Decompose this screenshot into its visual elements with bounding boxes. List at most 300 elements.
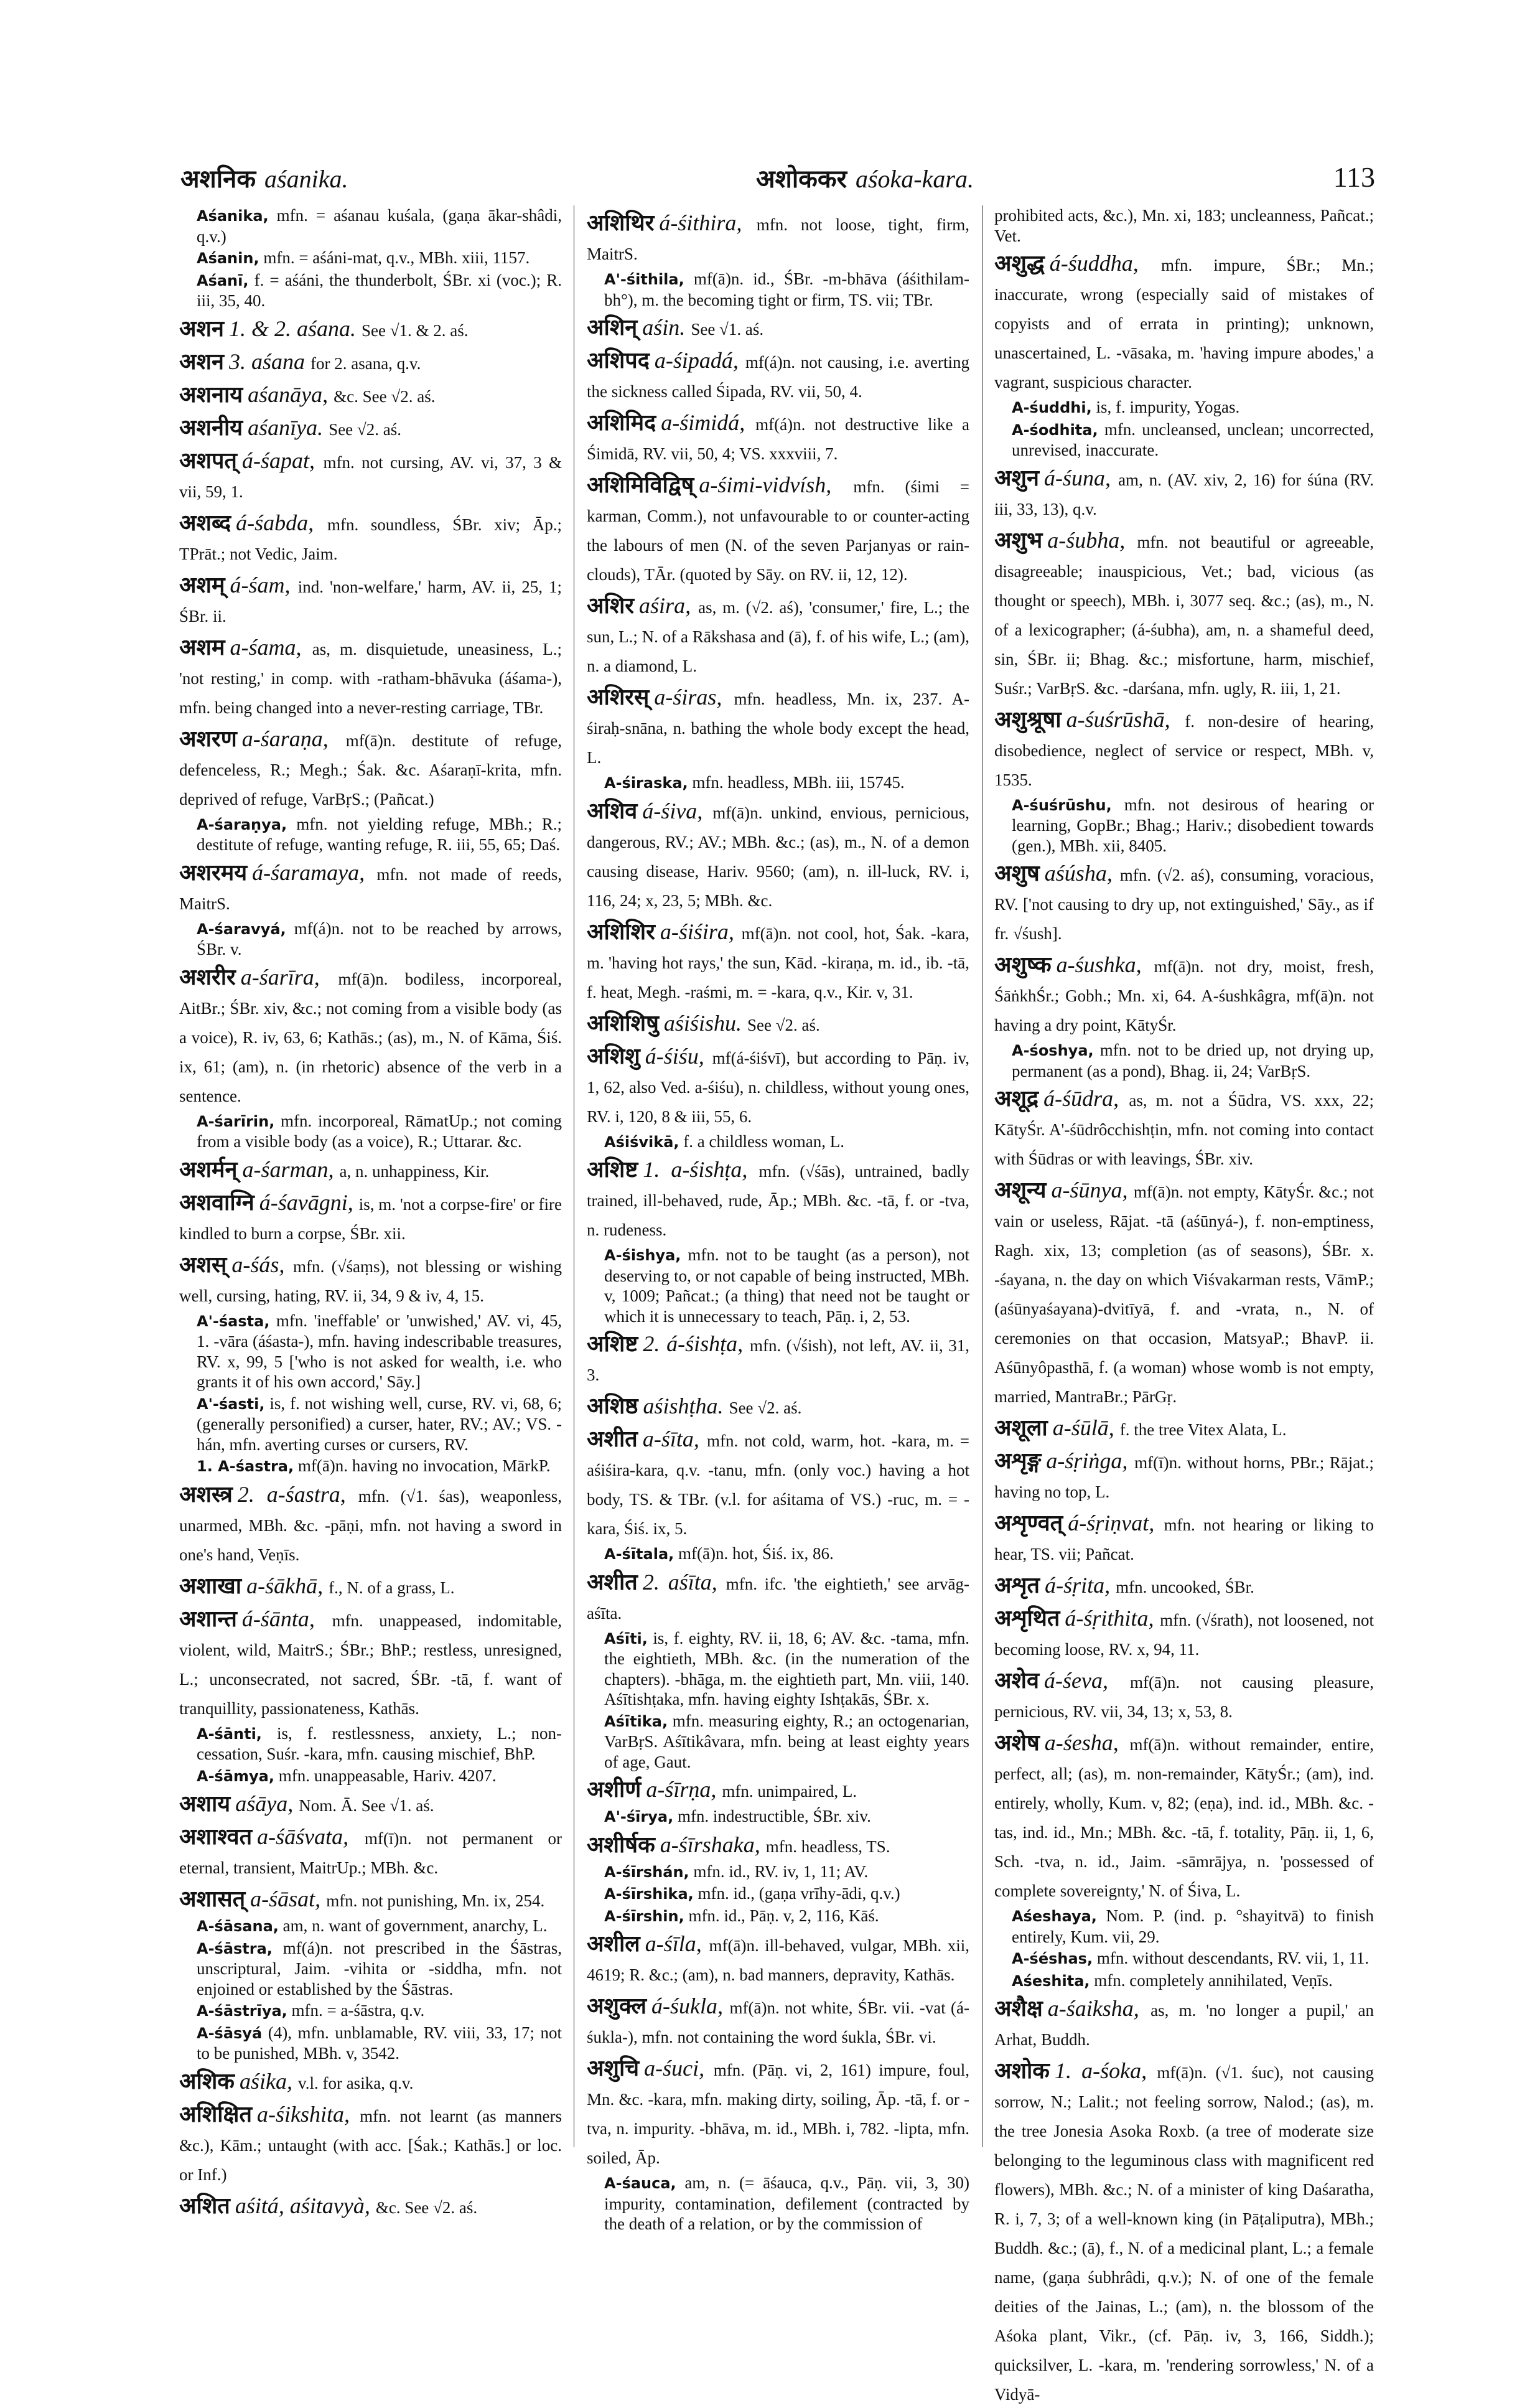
definition-text: prohibited acts, &c.), Mn. xi, 183; uncleanness, Pañcat.; Vet. [994,206,1374,245]
subentry-headword: Aśeshaya, [1012,1908,1097,1925]
headword-transliteration: á-śānta, [241,1606,315,1631]
definition-text: mfn. not to be taught (as a person), not deserving to, or not capable of being instructed, MBh. v, 1009; Pañcat.; (a thing) that need not be taught or which it is unnecessary to teach, Pāṇ. i, 2, 53. [604,1245,969,1326]
dictionary-entry [994,1906,1374,1947]
dictionary-entry [587,1831,969,1860]
subentry-headword: Aśanī, [197,271,249,289]
dictionary-entry [587,1245,969,1326]
dictionary-entry [587,1992,969,2051]
headword-transliteration: a-śaraṇa, [241,726,329,751]
dictionary-entry [587,409,969,467]
dictionary-entry [179,1251,562,1309]
headword-devanagari: अशवाग्नि [179,1189,254,1215]
headword-devanagari: अशस् [179,1252,227,1277]
column-3 [994,205,1374,2404]
headword-transliteration: a-śesha, [1044,1730,1119,1755]
definition-text: mfn. 'ineffable' or 'unwished,' AV. vi, 45, 1. -vāra (áśasta-), mfn. having indescribable treasures, RV. x, 99, 5 ['who is not asked for wealth, i.e. who grants it of his own accord,' Sāy.] [197,1311,562,1391]
dictionary-entry [179,1156,562,1185]
definition-text: is, f. impurity, Yogas. [1096,398,1240,416]
headword-transliteration: á-śūdra, [1043,1086,1119,1111]
headword-transliteration: a-śubha, [1047,527,1126,553]
headword-devanagari: अशिक्षित [179,2101,252,2127]
definition-text: See √2. aś. [329,419,401,439]
dictionary-entry [179,315,562,344]
dictionary-entry [994,1509,1374,1568]
definition-text: mf(ī)n. not permanent or eternal, transient, MaitrUp.; MBh. &c. [179,1829,562,1877]
dictionary-entry [587,1392,969,1422]
definition-text: mfn. uncooked, ŚBr. [1116,1578,1254,1596]
definition-text: mf(ā)n. not white, ŚBr. vii. -vat (á-śukla-), mfn. not containing the word śukla, ŚBr. vi. [587,1998,970,2046]
definition-text: mfn. impure, ŚBr.; Mn.; inaccurate, wrong (especially said of mistakes of copyists and of errata in printing); unknown, unascertained, L. -vāsaka, m. 'having impure abodes,' a vagrant, suspicious character. [994,256,1374,391]
dictionary-entry [994,1970,1374,1992]
headword-transliteration: a-śākhā, [246,1573,324,1598]
definition-text: mfn. (√1. śas), weaponless, unarmed, MBh. &c. -pāṇi, mfn. not having a sword in one's hand, Veṇīs. [179,1486,562,1564]
definition-text: mfn. not hearing or liking to hear, TS. vii; Pañcat. [994,1516,1374,1563]
definition-text: mfn. (√śrath), not loosened, not becoming loose, RV. x, 94, 11. [994,1611,1374,1659]
headword-transliteration: aśira, [639,593,691,618]
headword-transliteration: á-śukla, [651,1993,723,2018]
definition-text: as, m. disquietude, uneasiness, L.; 'not resting,' in comp. with -ratham-bhāvuka (áśama-), mfn. being changed into a never-resting carriage, TBr. [179,639,562,717]
subentry-headword: A-śāsyá [197,2024,263,2042]
headword-transliteration: aśúsha, [1044,861,1113,886]
dictionary-entry [587,1711,969,1773]
headword-transliteration: a-śikshita, [256,2101,350,2127]
dictionary-entry [179,2000,562,2022]
headword-transliteration: 3. aśana [228,349,305,374]
headword-transliteration: 1. & 2. aśana. [228,316,356,341]
dictionary-entry [587,1425,969,1542]
dictionary-entry [587,314,969,343]
headword-devanagari: अशिष्ठ [587,1394,638,1418]
definition-text: mfn. without descendants, RV. vii, 1, 11. [1096,1949,1370,1967]
dictionary-entry [587,1156,969,1244]
headword-devanagari: अशिशिषु [587,1010,659,1036]
definition-text: mf(ā)n. hot, Śiś. ix, 86. [678,1544,834,1563]
definition-text: mfn. (√śās), untrained, badly trained, ill-behaved, rude, Āp.; MBh. &c. -tā, f. or -tva, n. rudeness. [587,1162,970,1239]
dictionary-entry [994,2057,1374,2408]
headword-transliteration: a-śīta, [642,1427,699,1451]
definition-text: mfn. measuring eighty, R.; an octogenarian, VarBṛS. Aśītikâvara, mfn. being at least eighty years of age, Gaut. [604,1711,969,1771]
headword-transliteration: á-śavāgni, [259,1189,353,1215]
headword-devanagari: अशिव [587,798,638,823]
subentry-headword: A-śaraṇya, [197,815,287,833]
dictionary-entry [179,1456,562,1477]
headword-transliteration: a-śama, [230,634,302,660]
headword-devanagari: अशिशिर [587,919,655,944]
definition-text: mfn. incorporeal, RāmatUp.; not coming from a visible body (as a voice), R.; Uttarar. &c. [197,1111,562,1151]
definition-text: mf(ā)n. having no invocation, MārkP. [297,1456,551,1475]
definition-text: is, f. eighty, RV. ii, 18, 6; AV. &c. -tama, mfn. the eightieth, MBh. &c. (in the numeration of the chapters). -bhāga, m. the eightieth part, Mn. viii, 140. Aśītishṭaka, mfn. having eighty Ishṭakās, ŚBr. x. [604,1628,969,1708]
headword-devanagari: अशैक्ष [994,1996,1043,2021]
definition-text: mfn. not desirous of hearing or learning, GopBr.; Bhag.; Hariv.; disobedient towards (gen.), MBh. xii, 8405. [1012,795,1374,855]
subentry-headword: Aśanin, [197,250,259,267]
headword-transliteration: á-śṛita, [1045,1573,1111,1598]
subentry-headword: Aśiśvikā, [604,1133,679,1151]
headword-transliteration: aśitá, aśitavyà, [235,2193,370,2218]
definition-text: mf(ā)n. unkind, envious, pernicious, dangerous, RV.; AV.; MBh. &c.; (as), m., N. of a demon causing disease, Hariv. 9560; (am), n. ill-luck, RV. i, 116, 24; x, 23, 5; MBh. &c. [587,803,969,910]
definition-text: mfn. (śimi = karman, Comm.), not unfavourable to or counter-acting the labours of men (N. of the seven Parjanyas or rain-clouds), TĀr. (quoted by Sāy. on RV. ii, 12, 12). [587,477,969,584]
dictionary-entry [587,1568,969,1627]
definition-text: f. the tree Vitex Alata, L. [1119,1420,1287,1439]
headword-devanagari: अशुन [994,465,1039,490]
definition-text: mf(ā)n. not dry, moist, fresh, ŚāṅkhŚr.; Gobh.; Mn. xi, 64. A-śushkâgra, mf(ā)n. not having a dry point, KātyŚr. [994,957,1374,1034]
headword-devanagari: अशीत [587,1427,638,1451]
definition-text: mf(ā)n. not causing pleasure, pernicious, RV. vii, 34, 13; x, 53, 8. [994,1673,1374,1721]
definition-text: mf(ā)n. id., ŚBr. -m-bhāva (áśithilam-bh°), m. the becoming tight or firm, TS. vii; TBr. [604,269,970,309]
definition-text: mf(á)n. not destructive like a Śimidā, RV. vii, 50, 4; VS. xxxviii, 7. [587,415,970,463]
definition-text: mf(ā)n. not cool, hot, Śak. -kara, m. 'having hot rays,' the sun, Kād. -kiraṇa, m. id., ib. -tā, f. heat, Megh. -raśmi, m. = -kara, q.v., Kir. v, 31. [587,924,970,1001]
definition-text: mf(ā)n. (√1. śuc), not causing sorrow, N.; Lalit.; not feeling sorrow, Nalod.; (as), m. the tree Jonesia Asoka Roxb. (a tree of moderate size belonging to the leguminous class with magnificent red flowers), MBh. &c.; N. of a minister of king Daśaratha, R. i, 7, 3; of a well-known king (in Pāṭaliputra), MBh.; Buddh. &c.; (ā), f., N. of a medicinal plant, L.; a female name, (gaṇa śubhrâdi, q.v.); N. of one of the female deities of the Jainas, L.; (am), n. the blossom of the Aśoka plant, Vikr., (cf. Pāṇ. iv, 3, 166, Siddh.); quicksilver, L. -kara, m. 'rendering sorrowless,' N. of a Vidyā- [994,2063,1374,2404]
headword-transliteration: á-śam, [230,572,291,597]
subentry-headword: A-śoshya, [1012,1042,1094,1059]
dictionary-entry [994,250,1374,396]
headword-transliteration: 2. a-śastra, [237,1481,346,1507]
headword-devanagari: अशम [179,634,225,660]
definition-text: &c. See √2. aś. [334,386,436,406]
definition-text: mfn. indestructible, ŚBr. xiv. [677,1807,871,1825]
dictionary-entry [587,592,969,680]
headword-devanagari: अशिन् [587,315,638,340]
running-head-right-roman: aśoka-kara. [855,165,974,193]
headword-transliteration: aśāya, [235,1791,294,1816]
dictionary-entry [587,209,969,268]
headword-devanagari: अशिष्ट [587,1331,638,1356]
headword-devanagari: अशर्मन् [179,1156,238,1182]
headword-transliteration: a-śushka, [1056,952,1142,977]
dictionary-entry [179,2192,562,2221]
definition-text: mfn. not to be dried up, not drying up, permanent (as a pond), Bhag. ii, 24; VarBṛS. [1012,1041,1374,1080]
running-head-right [756,161,974,195]
definition-text: is, f. not wishing well, curse, RV. vi, 68, 6; (generally personified) a curser, hater, RV.; AV.; VS. -hán, mfn. averting curses or cursers, RV. [197,1394,562,1454]
subentry-headword: A-śiraska, [604,774,688,792]
dictionary-entry [179,1481,562,1568]
dictionary-entry [179,348,562,377]
subentry-headword: A-śuddhi, [1012,399,1092,416]
subentry-headword: A-śīrshika, [604,1885,694,1903]
dictionary-entry [994,1572,1374,1601]
dictionary-entry [179,2101,562,2188]
headword-transliteration: a-śás, [231,1252,285,1277]
definition-text: mfn. unimpaired, L. [722,1782,857,1801]
dictionary-entry [994,1995,1374,2053]
headword-transliteration: a-śīrshaka, [660,1832,760,1857]
dictionary-entry [179,814,562,855]
dictionary-entry [587,1776,969,1805]
headword-transliteration: á-śṛithita, [1065,1606,1154,1631]
headword-devanagari: अशीर्षक [587,1832,655,1857]
column-1 [179,205,562,2218]
headword-devanagari: अशरीर [179,964,236,990]
headword-transliteration: á-śaramaya, [252,860,365,885]
definition-text: mfn. not learnt (as manners &c.), Kām.; untaught (with acc. [Śak.; Kathās.] or loc. or Inf.) [179,2106,562,2184]
headword-devanagari: अशुभ [994,527,1043,553]
dictionary-entry [587,2173,969,2234]
headword-devanagari: अशिपद [587,348,650,373]
definition-text: f., N. of a grass, L. [329,1578,455,1597]
headword-devanagari: अशनाय [179,382,243,407]
definition-text: mfn. not made of reeds, MaitrS. [179,864,562,913]
subentry-headword: A-śéshas, [1012,1950,1093,1967]
definition-text: mfn. (√2. aś), consuming, voracious, RV. ['not causing to dry up, not extinguished,' Sāy., as if fr. √śush]. [994,866,1374,943]
headword-transliteration: a-śūnya, [1051,1178,1128,1202]
subentry-headword: A-śānti, [197,1725,262,1743]
headword-transliteration: a-śuśrūshā, [1066,706,1170,732]
headword-devanagari: अशिमिविद्विष् [587,472,694,497]
dictionary-entry [179,509,562,568]
headword-transliteration: a-śaiksha, [1047,1996,1139,2021]
definition-text: f. = aśáni, the thunderbolt, ŚBr. xi (voc.); R. iii, 35, 40. [197,270,562,310]
headword-devanagari: अशोक [994,2058,1050,2083]
definition-text: is, m. 'not a corpse-fire' or fire kindled to burn a corpse, ŚBr. xii. [179,1194,562,1243]
headword-transliteration: a-śarīra, [240,964,320,990]
subentry-headword: A-śarīrin, [197,1112,275,1130]
headword-devanagari: अशरमय [179,860,248,885]
dictionary-entry [587,2054,969,2171]
headword-transliteration: a-śāsat, [250,1886,321,1911]
dictionary-entry [994,397,1374,418]
subentry-headword: 1. A-śastra, [197,1458,294,1475]
dictionary-entry [994,1948,1374,1969]
headword-transliteration: á-śṛiṇvat, [1068,1511,1155,1535]
dictionary-entry [179,1572,562,1601]
definition-text: mfn. id., Pāṇ. v, 2, 116, Kāś. [688,1906,879,1925]
dictionary-entry [587,683,969,771]
subentry-headword: A'-śasti, [197,1395,265,1413]
headword-devanagari: अशिष्ट [587,1157,638,1182]
subentry-headword: A-śodhita, [1012,421,1098,439]
dictionary-entry [994,464,1374,523]
headword-devanagari: अशिमिद [587,410,656,435]
headword-transliteration: á-śuna, [1043,465,1111,490]
definition-text: v.l. for asika, q.v. [297,2073,414,2092]
dictionary-entry [179,1723,562,1764]
dictionary-entry [179,1790,562,1819]
dictionary-entry [179,1111,562,1152]
headword-devanagari: अशब्द [179,510,231,535]
dictionary-entry [587,269,969,310]
dictionary-entry [179,1823,562,1881]
definition-text: See √2. aś. [729,1398,802,1417]
dictionary-entry [179,1189,562,1247]
dictionary-entry [179,1938,562,2000]
definition-text: as, m. (√2. aś), 'consumer,' fire, L.; the sun, L.; N. of a Rākshasa and (ā), f. of his wife, L.; (am), n. a diamond, L. [587,598,969,675]
definition-text: am, n. want of government, anarchy, L. [282,1916,548,1935]
dictionary-entry [587,1010,969,1039]
subentry-headword: Aśeshita, [1012,1972,1090,1990]
definition-text: mfn. not cold, warm, hot. -kara, m. = aśiśira-kara, q.v. -tanu, mfn. (only voc.) having a hot body, TS. & TBr. (v.l. for aśitama of VS.) -ruc, m. = -kara, Śiś. ix, 5. [587,1431,970,1538]
headword-transliteration: a-śīrṇa, [646,1777,717,1802]
subentry-headword: Aśanika, [197,207,269,225]
headword-devanagari: अशिशु [587,1043,640,1069]
definition-text: mfn. = aśanau kuśala, (gaṇa ākar-shâdi, q.v.) [197,206,562,246]
dictionary-entry [179,2068,562,2097]
definition-text: &c. See √2. aś. [375,2198,478,2217]
definition-text: (4), mfn. unblamable, RV. viii, 33, 17; not to be punished, MBh. v, 3542. [197,2023,562,2063]
headword-devanagari: अशुद्ध [994,251,1045,276]
dictionary-entry [994,860,1374,947]
definition-text: See √1. & 2. aś. [361,321,469,340]
subentry-headword: A'-śīrya, [604,1808,674,1825]
dictionary-entry [994,1085,1374,1173]
page-number: 113 [1333,161,1375,193]
headword-devanagari: अशाय [179,1791,231,1816]
dictionary-entry [587,797,969,914]
definition-text: mfn. not punishing, Mn. ix, 254. [326,1891,545,1910]
dictionary-entry [587,471,969,588]
headword-transliteration: a-śuci, [644,2056,705,2081]
dictionary-entry [179,571,562,630]
headword-transliteration: 1. a-śoka, [1054,2058,1147,2083]
subentry-headword: A-śāmya, [197,1767,274,1785]
definition-text: am, n. (= āśauca, q.v., Pāṇ. vii, 3, 30) impurity, contamination, defilement (contracted by the death of a relation, or by the commission of [604,2173,970,2233]
headword-devanagari: अशन [179,316,224,341]
headword-devanagari: अशुष [994,861,1040,886]
definition-text: as, m. not a Śūdra, VS. xxx, 22; KātyŚr. A'-śūdrôcchishṭin, mfn. not coming into contact with Śūdras or with leavings, ŚBr. xiv. [994,1091,1374,1168]
dictionary-entry [587,1330,969,1389]
subentry-headword: A-śāstrīya, [197,2002,287,2020]
dictionary-entry [994,795,1374,856]
headword-devanagari: अशूला [994,1415,1048,1440]
definition-text: mfn. uncleansed, unclean; uncorrected, unrevised, inaccurate. [1012,419,1374,459]
dictionary-entry [179,2023,562,2064]
definition-text: is, f. restlessness, anxiety, L.; non-cessation, Suśr. -kara, mfn. causing mischief, BhP. [197,1723,562,1763]
dictionary-entry [587,1131,969,1153]
headword-devanagari: अशरण [179,726,237,751]
headword-transliteration: á-śiśu, [645,1043,704,1069]
headword-devanagari: अशाश्वत [179,1824,253,1849]
headword-transliteration: á-śeva, [1044,1668,1108,1693]
headword-devanagari: अशपत् [179,447,237,473]
dictionary-entry [179,270,562,311]
dictionary-entry [587,1628,969,1710]
subentry-headword: A-śishya, [604,1247,681,1264]
definition-text: mfn. (Pāṇ. vi, 2, 161) impure, foul, Mn. &c. -kara, mfn. making dirty, soiling, Āp. -tā, f. or -tva, n. impurity. -bhāva, m. id., MBh. i, 782. -lipta, mfn. soiled, Āp. [587,2061,970,2167]
subentry-headword: A-śaravyá, [197,920,286,938]
subentry-headword: Aśītika, [604,1712,668,1730]
definition-text: mf(ā)n. bodiless, incorporeal, AitBr.; ŚBr. xiv, &c.; not coming from a visible body (as a voice), R. iv, 63, 6; Kathās.; (as), m., N. of Kāma, Śiś. ix, 61; (am), n. (in rhetoric) absence of the verb in a sentence. [179,969,562,1105]
definition-text: mf(ā)n. destitute of refuge, defenceless, R.; Megh.; Śak. &c. Aśaraṇī-krita, mfn. deprived of refuge, VarBṛS.; (Pañcat.) [179,731,562,808]
headword-transliteration: aśishṭha. [643,1394,724,1418]
headword-transliteration: á-śithira, [659,210,742,235]
definition-text: for 2. asana, q.v. [310,354,421,373]
headword-devanagari: अशीत [587,1569,638,1595]
dictionary-entry [179,634,562,721]
definition-text: mf(á)n. not to be reached by arrows, ŚBr. v. [197,919,562,958]
headword-devanagari: अशिर [587,593,635,618]
dictionary-entry [179,447,562,505]
headword-devanagari: अशुश्रूषा [994,706,1062,732]
dictionary-entry [994,1176,1374,1410]
definition-text: mfn. (√śaṃs), not blessing or wishing well, cursing, hating, RV. ii, 34, 9 & iv, 4, 15. [179,1257,562,1305]
headword-devanagari: अशिथिर [587,210,655,235]
dictionary-entry [179,1311,562,1392]
headword-transliteration: a-śiśira, [660,919,734,944]
definition-text: mfn. unappeased, indomitable, violent, wild, MaitrS.; ŚBr.; BhP.; restless, unresigned, L.; unconsecrated, not sacred, ŚBr. -tā, f. want of tranquillity, passionateness, Kathās. [179,1611,562,1718]
dictionary-entry [587,1042,969,1130]
running-head-left [180,161,348,195]
dictionary-entry [994,205,1374,246]
dictionary-entry [587,918,969,1006]
dictionary-entry [179,1394,562,1455]
dictionary-entry [994,706,1374,794]
headword-devanagari: अशित [179,2193,230,2218]
dictionary-entry [179,248,562,269]
definition-text: Nom. Ā. See √1. aś. [299,1796,434,1815]
headword-transliteration: aśin. [642,315,686,340]
headword-devanagari: अशेव [994,1668,1040,1693]
headword-transliteration: á-śapat, [241,447,315,473]
dictionary-columns [179,205,1374,2404]
headword-devanagari: अशासत् [179,1886,246,1911]
subentry-headword: Aśīti, [604,1629,648,1647]
headword-devanagari: अशील [587,1931,640,1956]
headword-devanagari: अशस्त्र [179,1481,233,1507]
dictionary-entry [587,347,969,405]
definition-text: mfn. id., RV. iv, 1, 11; AV. [693,1862,869,1881]
subentry-headword: A-śauca, [604,2175,676,2192]
definition-text: mfn. = aśáni-mat, q.v., MBh. xiii, 1157. [263,248,530,267]
definition-text: Nom. P. (ind. p. °shayitvā) to finish entirely, Kum. vii, 29. [1012,1906,1374,1946]
definition-text: mf(á-śiśvī), but according to Pāṇ. iv, 1, 62, also Ved. a-śiśu), n. childless, without young ones, RV. i, 120, 8 & iii, 55, 6. [587,1048,969,1126]
subentry-headword: A-śuśrūshu, [1012,796,1112,814]
headword-transliteration: a-śṛiṅga, [1046,1448,1128,1473]
dictionary-entry [994,1040,1374,1081]
subentry-headword: A'-śasta, [197,1312,270,1330]
dictionary-entry [994,1447,1374,1506]
page-header [180,161,1375,204]
headword-transliteration: aśanāya, [248,382,329,407]
dictionary-entry [994,1605,1374,1663]
headword-devanagari: अशीर्ण [587,1777,642,1802]
dictionary-entry [179,1885,562,1914]
definition-text: mf(á)n. not causing, i.e. averting the sickness called Śipada, RV. vii, 50, 4. [587,353,969,401]
dictionary-entry [179,414,562,443]
definition-text: mfn. headless, Mn. ix, 237. A-śiraḥ-snāna, n. bathing the whole body except the head, L. [587,690,969,767]
headword-transliteration: aśiśishu. [663,1010,742,1036]
headword-transliteration: 2. á-śishṭa, [643,1331,744,1356]
definition-text: as, m. 'no longer a pupil,' an Arhat, Buddh. [994,2001,1374,2049]
headword-devanagari: अशृङ्ग [994,1448,1042,1473]
headword-devanagari: अशान्त [179,1606,237,1631]
dictionary-entry [994,1414,1374,1443]
definition-text: mf(ā)n. not empty, KātyŚr. &c.; not vain or useless, Rājat. -tā (aśūnyá-), f. non-emptiness, Ragh. xix, 13; completion (as of seasons), ŚBr. x. -śayana, n. the day on which Viśvakarman rests, VāmP.; (aśūnyaśayana)-dvitīyā, f. and -vrata, n., N. of ceremonies on that occasion, MatsyaP.; BhavP. ii. Aśūnyôpasthā, f. (a woman) whose womb is not empty, married, MantraBr.; PārGṛ. [994,1183,1374,1406]
dictionary-entry [179,205,562,246]
definition-text: mf(ā)n. ill-behaved, vulgar, MBh. xii, 4619; R. &c.; (am), n. bad manners, depravity, Kathās. [587,1936,970,1984]
headword-transliteration: á-śuddha, [1049,251,1139,276]
headword-transliteration: a-śāśvata, [257,1824,349,1849]
headword-devanagari: अशुष्क [994,952,1052,977]
subentry-headword: A-śīrshán, [604,1863,689,1881]
dictionary-entry [179,725,562,813]
headword-devanagari: अशुचि [587,2056,640,2081]
headword-devanagari: अशिक [179,2068,235,2094]
definition-text: am, n. (AV. xiv, 2, 16) for śúna (RV. iii, 33, 13), q.v. [994,470,1374,518]
definition-text: mfn. not loose, tight, firm, MaitrS. [587,215,969,263]
definition-text: mf(ā)n. without remainder, entire, perfect, all; (as), m. non-remainder, KātyŚr.; (am), ind. entirely, wholly, Kum. v, 82; (eṇa), ind. id., MBh. &c. -tas, ind. id., Mn.; MBh. &c. -tā, f. totality, Pāṇ. ii, 1, 6, Sch. -tva, n. id., Jaim. -sāmrājya, n. 'possessed of complete sovereignty,' N. of Śiva, L. [994,1735,1374,1900]
definition-text: mfn. soundless, ŚBr. xiv; Āp.; TPrāt.; not Vedic, Jaim. [179,515,562,563]
headword-transliteration: a-śarman, [242,1156,334,1182]
dictionary-entry [994,419,1374,461]
dictionary-entry [179,919,562,960]
headword-transliteration: a-śūlā, [1052,1415,1114,1440]
headword-devanagari: अशेष [994,1730,1040,1755]
definition-text: mf(ī)n. without horns, PBr.; Rājat.; having no top, L. [994,1453,1374,1501]
dictionary-entry [587,1930,969,1989]
headword-transliteration: aśanīya. [248,415,324,440]
definition-text: mfn. id., (gaṇa vrīhy-ādi, q.v.) [698,1884,900,1903]
dictionary-entry [587,1883,969,1904]
headword-transliteration: a-śimi-vidvísh, [699,472,832,497]
dictionary-entry [994,951,1374,1039]
